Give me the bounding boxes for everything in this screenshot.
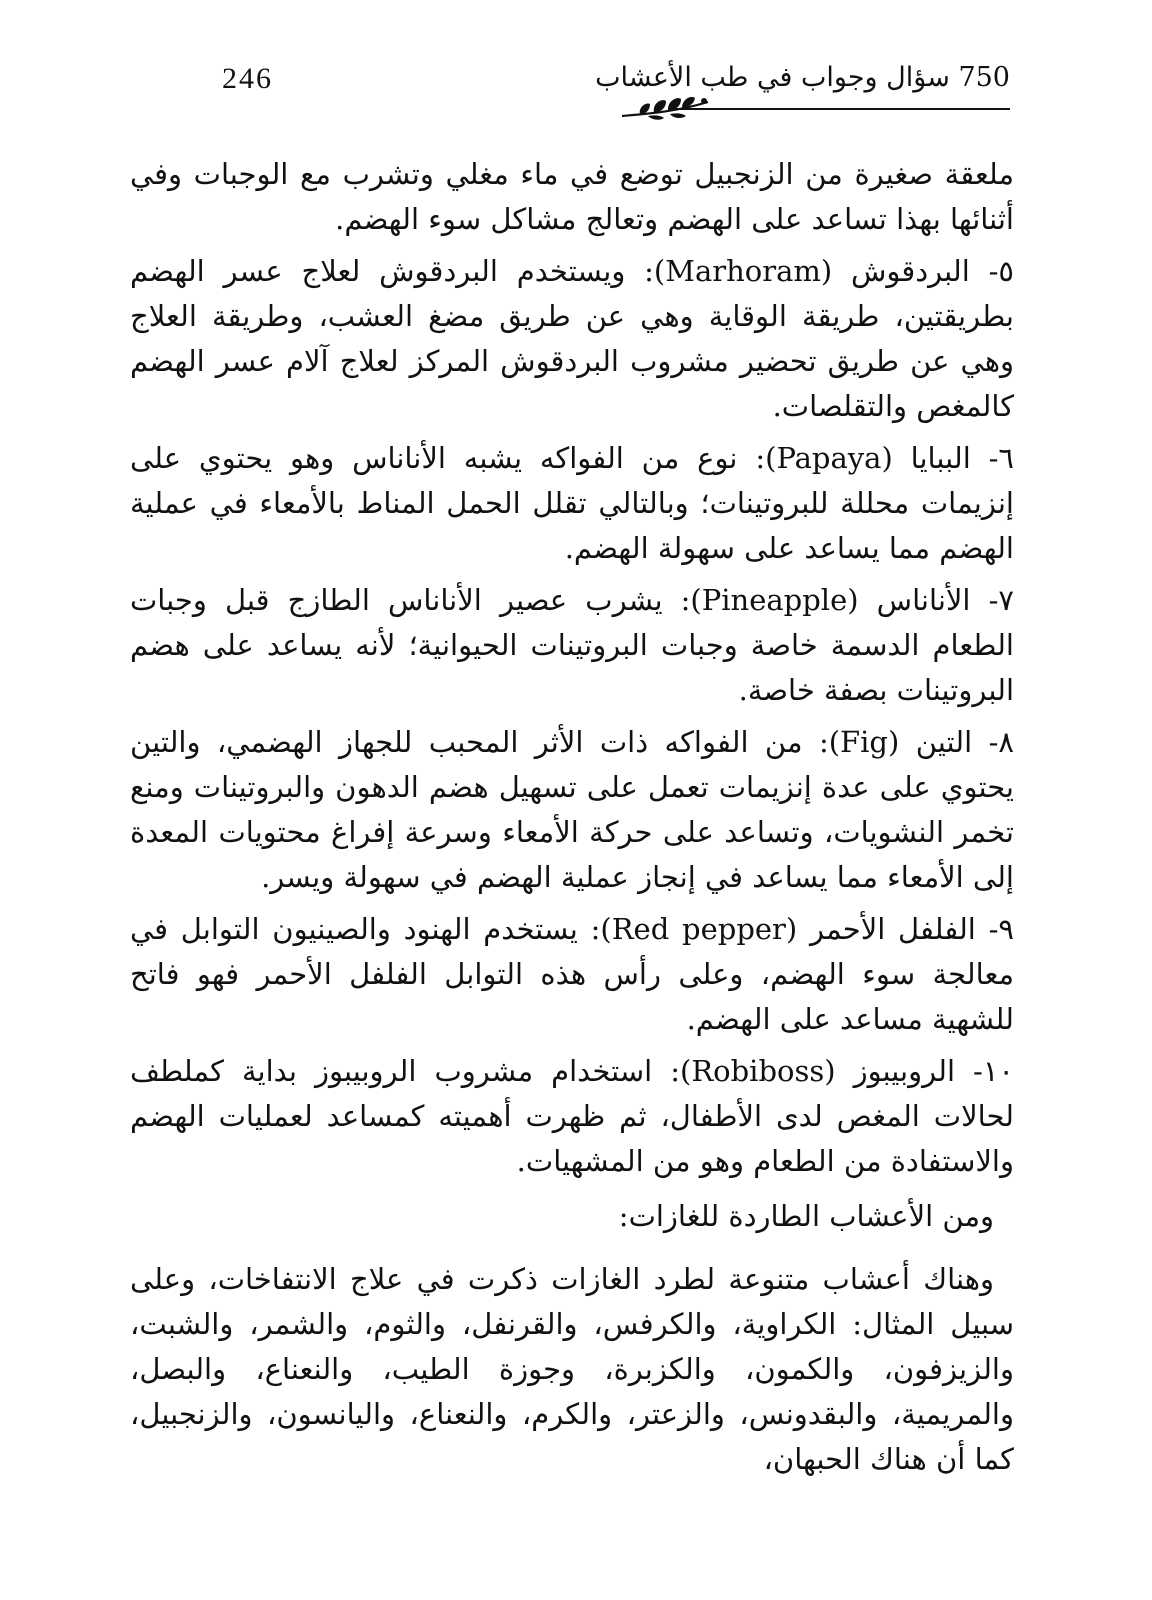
header-rule: [670, 108, 1010, 110]
paragraph-red-pepper: ٩- الفلفل الأحمر (Red pepper): يستخدم الهنود والصينيون التوابل في معالجة سوء الهضم، وعلى رأس هذه التوابل الفلفل الأحمر فهو فاتح للشهية مساعد على الهضم.: [130, 912, 1014, 1036]
page-number: 246: [222, 62, 273, 95]
paragraph-papaya: ٦- الببايا (Papaya): نوع من الفواكه يشبه الأناناس وهو يحتوي على إنزيمات محللة للبروتينات؛ وبالتالي تقلل الحمل المناط بالأمعاء في عملية الهضم مما يساعد على سهولة الهضم.: [130, 441, 1014, 565]
paragraph-fig: ٨- التين (Fig): من الفواكه ذات الأثر المحبب للجهاز الهضمي، والتين يحتوي على عدة إنزيمات تعمل على تسهيل هضم الدهون والبروتينات ومنع تخمر النشويات، وتساعد على حركة الأمعاء وسرعة إفراغ محتويات المعدة إلى الأمعاء مما يساعد في إنجاز عملية الهضم في سهولة ويسر.: [130, 725, 1014, 894]
paragraph-ginger: ملعقة صغيرة من الزنجبيل توضع في ماء مغلي وتشرب مع الوجبات وفي أثنائها بهذا تساعد على الهضم وتعالج مشاكل سوء الهضم.: [130, 157, 1014, 236]
paragraph-marjoram: ٥- البردقوش (Marhoram): ويستخدم البردقوش لعلاج عسر الهضم بطريقتين، طريقة الوقاية وهي عن طريق مضغ العشب، وطريقة العلاج وهي عن طريق تحضير مشروب البردقوش المركز لعلاج آلام عسر الهضم كالمغص والتقلصات.: [130, 254, 1014, 423]
page-header: [130, 56, 1010, 126]
leaf-branch-icon: [620, 92, 710, 122]
paragraph-rooibos: ١٠- الروبيبوز (Robiboss): استخدام مشروب الروبيبوز بداية كملطف لحالات المغص لدى الأطفال، ثم ظهرت أهميته كمساعد لعمليات الهضم والاستفادة من الطعام وهو من المشهيات.: [130, 1054, 1014, 1178]
section-heading: ومن الأعشاب الطاردة للغازات:: [618, 1199, 994, 1233]
running-title: 750 سؤال وجواب في طب الأعشاب: [595, 62, 1010, 93]
paragraph-carminative-herbs: وهناك أعشاب متنوعة لطرد الغازات ذكرت في علاج الانتفاخات، وعلى سبيل المثال: الكراوية، والكرفس، والقرنفل، والثوم، والشمر، والشبت، والزيزفون، والكمون، والكزبرة، وجوزة الطيب، والنعناع، والبصل، والمريمية، والبقدونس، والزعتر، والكرم، والنعناع، واليانسون، والزنجبيل، كما أن هناك الحبهان،: [130, 1262, 1014, 1476]
page-body: [130, 152, 1014, 1489]
paragraph-pineapple: ٧- الأناناس (Pineapple): يشرب عصير الأناناس الطازج قبل وجبات الطعام الدسمة خاصة وجبات البروتينات الحيوانية؛ لأنه يساعد على هضم البروتينات بصفة خاصة.: [130, 583, 1014, 707]
